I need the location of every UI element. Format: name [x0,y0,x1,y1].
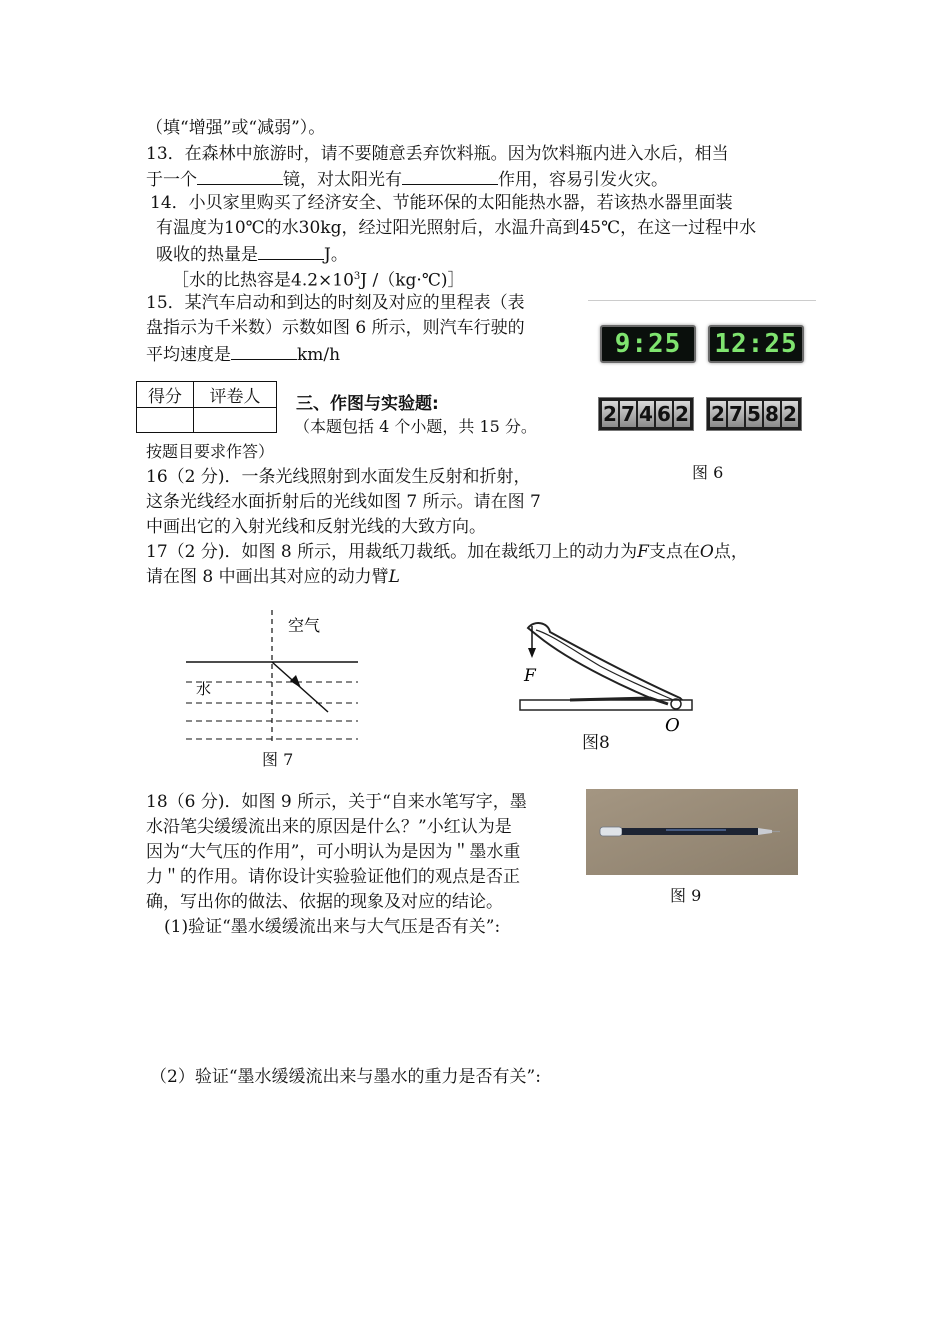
fig6-start-odometer [598,397,694,431]
fig8-caption: 图8 [582,733,610,753]
fig7-caption: 图 7 [262,750,294,769]
fig8-force-arrowhead [528,648,536,658]
fig9-photo [586,789,798,875]
score-header: 得分 [137,382,194,408]
odo-digit: 6 [657,402,671,426]
odo-digit: 2 [711,402,725,426]
q14-line-3 [156,241,348,267]
q15-text-b: km/h [297,345,341,365]
section3-desc: （本题包括 4 个小题，共 15 分。 [294,417,537,436]
q18-answer-area-2[interactable] [146,1095,746,1245]
odo-digit: 2 [675,402,689,426]
q15-blank[interactable] [231,341,297,360]
q18-line-2: 水沿笔尖缓缓流出来的原因是什么？”小红认为是 [146,817,512,837]
odo-digit: 2 [603,402,617,426]
q17-force-symbol: F [637,542,649,562]
fig7-water-label: 水 [196,680,212,698]
q18-part-1: (1)验证“墨水缓缓流出来与大气压是否有关”: [164,917,501,937]
q13-line-1: 13．在森林中旅游时，请不要随意丢弃饮料瓶。因为饮料瓶内进入水后，相当 [146,144,729,164]
q13-blank-1[interactable] [197,166,283,185]
q18-line-5: 确，写出你的做法、依据的现象及对应的结论。 [146,892,503,912]
fig7-diagram[interactable] [140,605,370,775]
q13-blank-2[interactable] [402,166,498,185]
q15-line-1: 15．某汽车启动和到达的时刻及对应的里程表（表 [146,293,525,313]
q17-line-1 [146,540,748,564]
q17-text-a: 17（2 分)．如图 8 所示，用裁纸刀裁纸。加在裁纸刀上的动力为 [146,542,638,562]
fig6-image [588,300,816,449]
fig8-pivot-label: O [665,715,680,736]
q16-line-3: 中画出它的入射光线和反射光线的大致方向。 [146,517,486,537]
fig9-caption: 图 9 [670,886,702,905]
q13-text-a: 于一个 [146,170,197,190]
q13-text-b: 镜，对太阳光有 [283,170,402,190]
q17-line-2 [146,565,400,589]
fig8-diagram[interactable] [510,618,710,742]
grader-header: 评卷人 [194,382,277,408]
q17-text-d: 请在图 8 中画出其对应的动力臂 [146,567,389,587]
q18-line-1: 18（6 分)．如图 9 所示，关于“自来水笔写字，墨 [146,792,527,812]
q14-blank[interactable] [258,241,324,260]
q14-line-1: 14．小贝家里购买了经济安全、节能环保的太阳能热水器，若该热水器里面装 [150,193,733,213]
fig7-air-label: 空气 [288,616,321,635]
fig8-base [520,700,692,710]
q16-line-1: 16（2 分)．一条光线照射到水面发生反射和折射， [146,467,531,487]
q17-arm-symbol: L [388,567,400,587]
fig6-caption: 图 6 [692,463,724,482]
line-fill-hint: （填“增强”或“减弱”）。 [146,118,326,138]
q15-line-2: 盘指示为千米数）示数如图 6 所示，则汽车行驶的 [146,318,525,338]
q14-sh-b: J /（kg·℃)］ [360,270,465,291]
q14-line-2: 有温度为10℃的水30kg，经过阳光照射后，水温升高到45℃，在这一过程中水 [156,218,757,238]
q17-pivot-symbol: O [699,542,714,562]
q13-line-2 [146,166,668,192]
q17-text-b: 支点在 [648,542,700,562]
fig9-pen-cap-end [600,827,622,836]
fig6-start-clock: 9:25 [600,325,696,363]
odo-digit: 7 [729,402,743,426]
fig8-blade-edge [536,630,678,702]
odo-digit: 5 [747,402,761,426]
fig9-pen-ink [666,829,726,831]
score-table [136,381,277,433]
q14-specific-heat [172,265,464,293]
q14-text-b: J。 [324,245,348,265]
q15-line-3 [146,341,340,367]
section3-title: 三、作图与实验题: [296,394,439,414]
fig6-end-odometer [706,397,802,431]
odo-digit: 7 [621,402,635,426]
q18-line-4: 力＂的作用。请你设计实验验证他们的观点是否正 [146,867,520,887]
grader-cell[interactable] [194,408,277,433]
q18-answer-area-1[interactable] [146,945,746,1055]
odo-digit: 4 [639,402,653,426]
q15-text-a: 平均速度是 [146,345,231,365]
fig6-end-clock: 12:25 [708,325,804,363]
section3-requirement: 按题目要求作答） [146,442,275,461]
q17-text-c: 点， [713,542,748,562]
q18-part-2: （2）验证“墨水缓缓流出来与墨水的重力是否有关”: [150,1067,541,1087]
score-cell[interactable] [137,408,194,433]
q14-sh-sup: 3 [353,271,361,282]
q13-text-c: 作用，容易引发火灾。 [498,170,668,190]
odo-digit: 2 [783,402,797,426]
q18-line-3: 因为“大气压的作用”，可小明认为是因为＂墨水重 [146,842,521,862]
q16-line-2: 这条光线经水面折射后的光线如图 7 所示。请在图 7 [146,492,541,512]
q14-sh-a: ［水的比热容是4.2×10 [172,270,354,291]
odo-digit: 8 [765,402,779,426]
fig8-force-label: F [524,666,536,686]
q14-text-a: 吸收的热量是 [156,245,258,265]
